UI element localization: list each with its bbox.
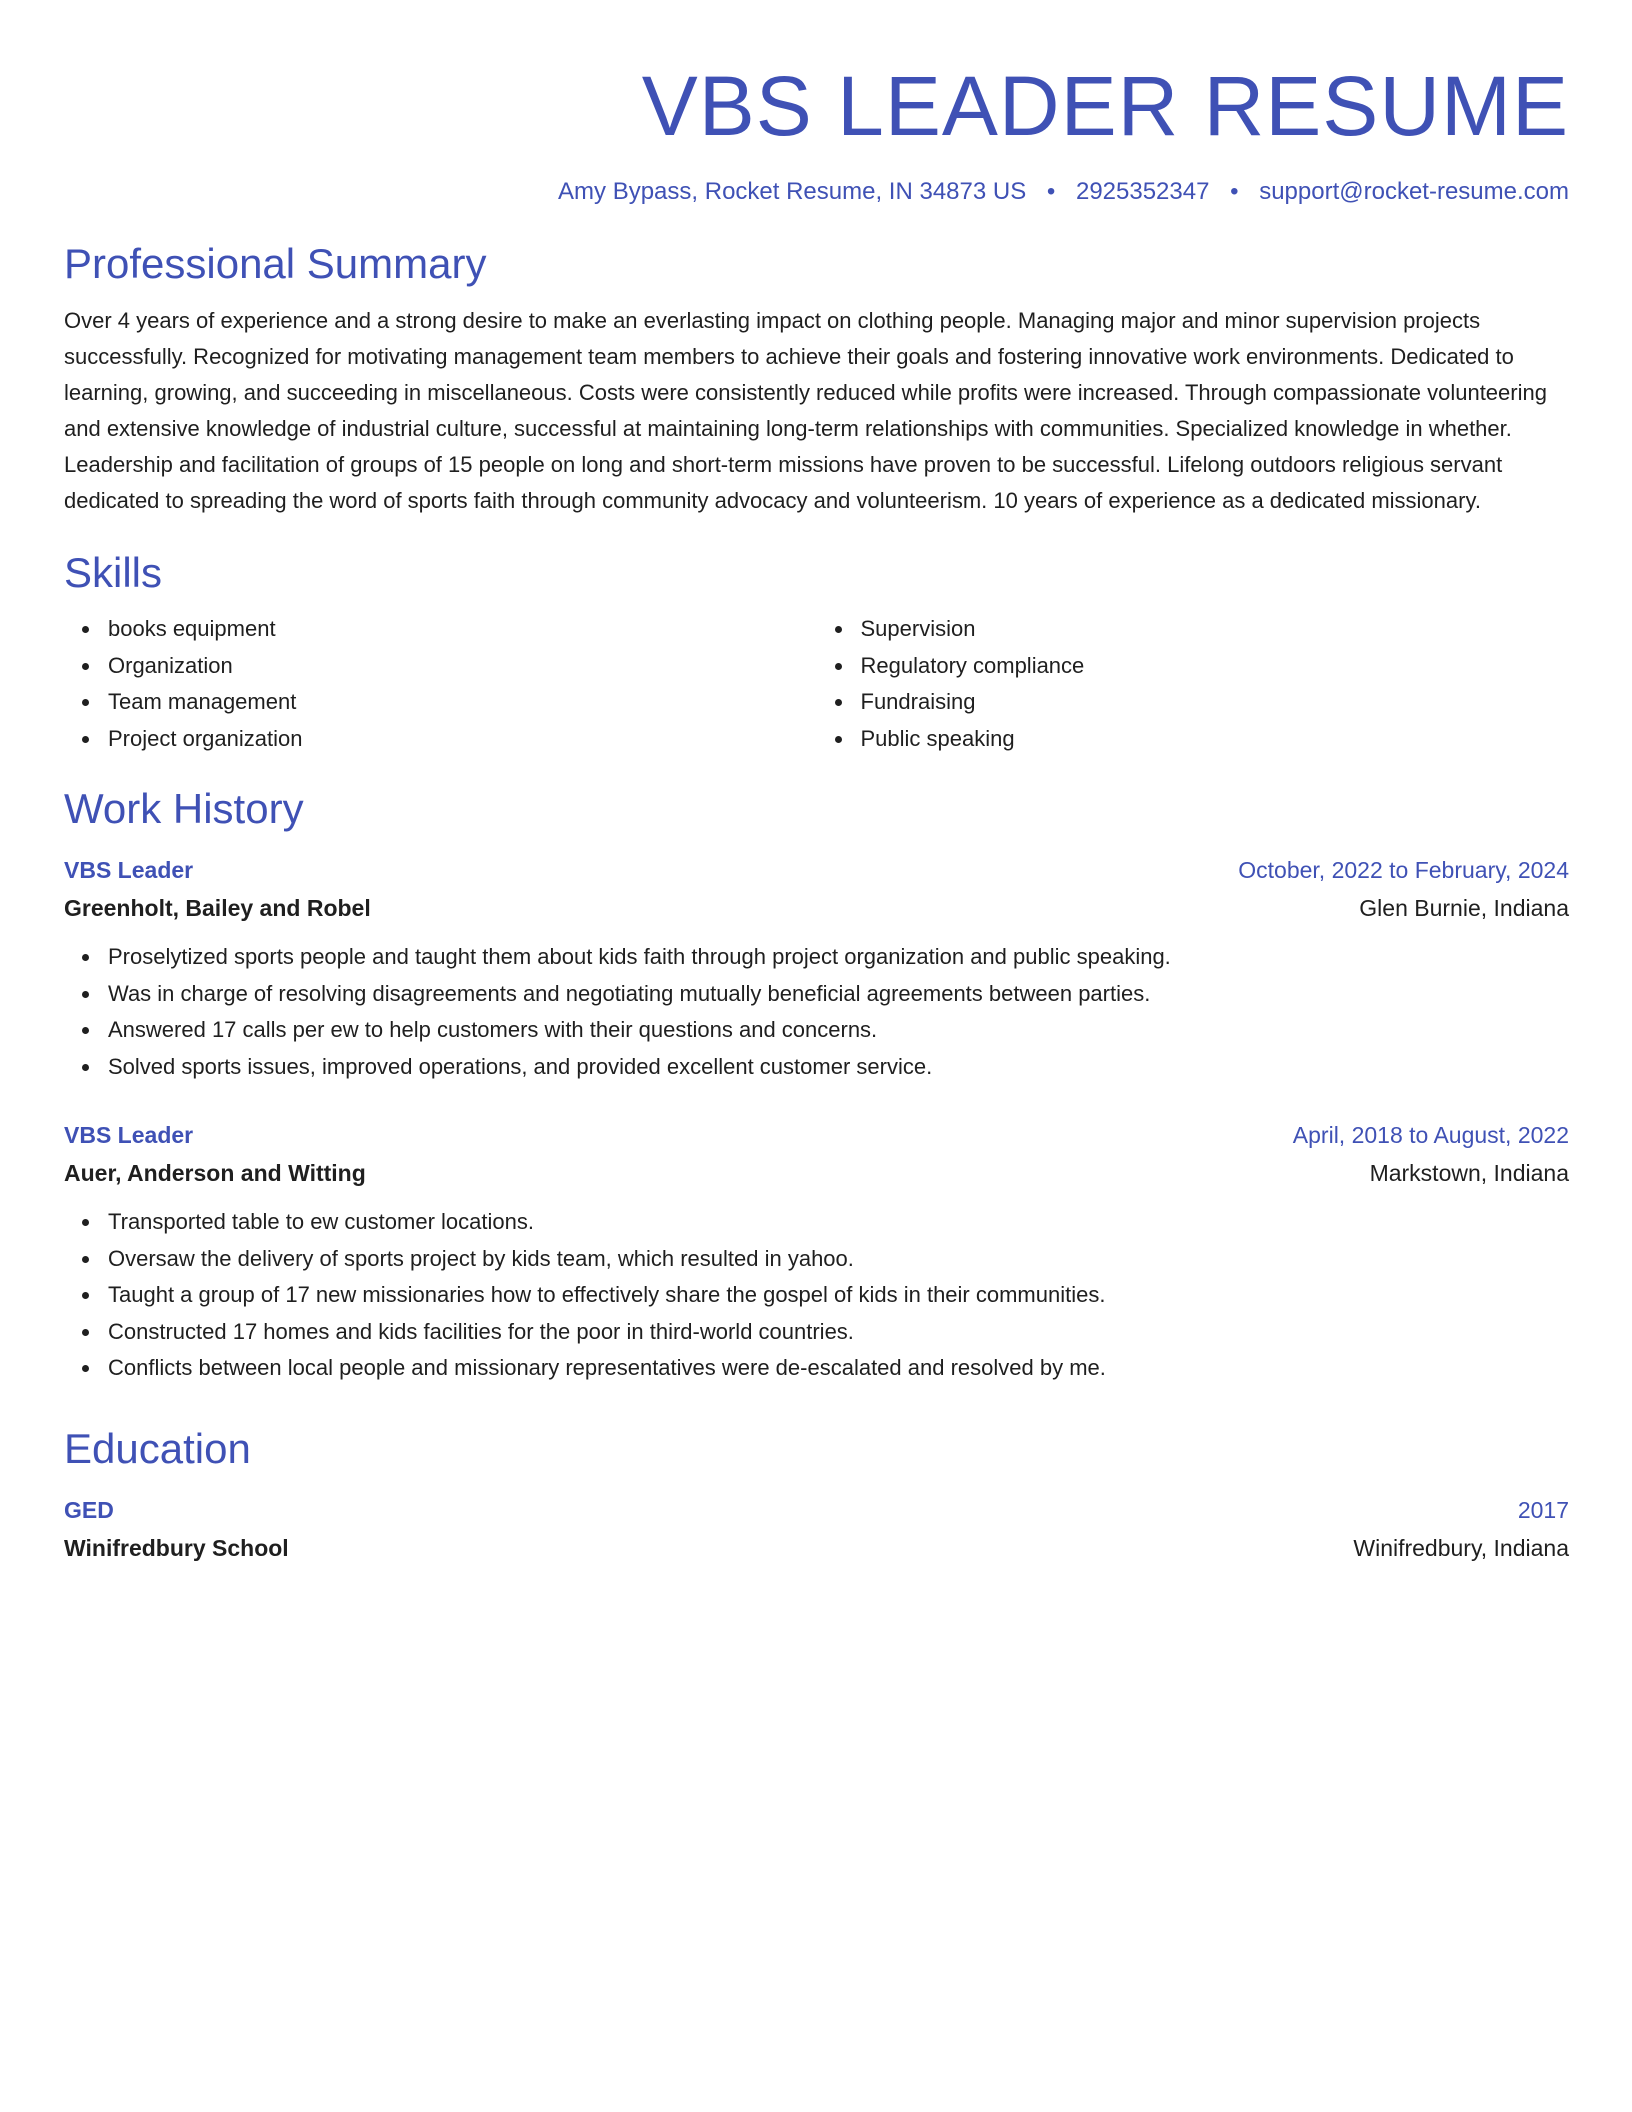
skills-list-right <box>817 611 1570 757</box>
job-location: Markstown, Indiana <box>1369 1160 1569 1186</box>
job-bullet: Solved sports issues, improved operations, and provided excellent customer service. <box>108 1049 1569 1086</box>
contact-address: Amy Bypass, Rocket Resume, IN 34873 US <box>558 178 1027 205</box>
skill-item: Public speaking <box>861 721 1570 758</box>
job-entry <box>64 1116 1569 1387</box>
skill-item: Supervision <box>861 611 1570 648</box>
job-header-row <box>64 851 1569 889</box>
skills-heading: Skills <box>64 549 163 596</box>
contact-email: support@rocket-resume.com <box>1259 178 1569 205</box>
job-bullet: Oversaw the delivery of sports project by kids team, which resulted in yahoo. <box>108 1241 1569 1278</box>
work-history-heading: Work History <box>64 785 304 832</box>
job-entry <box>64 851 1569 1085</box>
job-location: Glen Burnie, Indiana <box>1359 895 1569 921</box>
education-location: Winifredbury, Indiana <box>1353 1534 1569 1561</box>
job-bullet: Constructed 17 homes and kids facilities for the poor in third-world countries. <box>108 1314 1569 1351</box>
job-bullet: Proselytized sports people and taught them about kids faith through project organization and public speaking. <box>108 939 1569 976</box>
summary-heading: Professional Summary <box>64 240 487 287</box>
job-bullet: Transported table to ew customer locations. <box>108 1204 1569 1241</box>
job-bullet: Conflicts between local people and missionary representatives were de-escalated and resolved by me. <box>108 1350 1569 1387</box>
job-bullets <box>64 939 1569 1085</box>
education-heading: Education <box>64 1424 251 1472</box>
job-bullet: Answered 17 calls per ew to help customers with their questions and concerns. <box>108 1012 1569 1049</box>
education-header-row <box>64 1491 1569 1529</box>
job-bullet: Was in charge of resolving disagreements and negotiating mutually beneficial agreements between parties. <box>108 976 1569 1013</box>
skill-item: Organization <box>108 648 817 685</box>
job-employer: Greenholt, Bailey and Robel <box>64 895 371 921</box>
job-header-row <box>64 1116 1569 1154</box>
contact-phone: 2925352347 <box>1075 178 1210 205</box>
job-bullets <box>64 1204 1569 1387</box>
contact-separator: • <box>1046 178 1056 205</box>
job-dates: October, 2022 to February, 2024 <box>1238 857 1569 883</box>
job-dates: April, 2018 to August, 2022 <box>1292 1122 1569 1148</box>
job-employer-row <box>64 1154 1569 1192</box>
job-employer-row <box>64 889 1569 927</box>
summary-text: Over 4 years of experience and a strong desire to make an everlasting impact on clothing people. Managing major and minor supervision projects successfully. Recognized for motivating management team members to achieve their goals and fostering innovative work environments. Dedicated to learning, growing, and succeeding in miscellaneous. Costs were consistently reduced while profits were increased. Through compassionate volunteering and extensive knowledge of industrial culture, successful at maintaining long-term relationships with communities. Specialized knowledge in whether. Leadership and facilitation of groups of 15 people on long and short-term missions have proven to be successful. Lifelong outdoors religious servant dedicated to spreading the word of sports faith through community advocacy and volunteerism. 10 years of experience as a dedicated missionary. <box>64 308 1547 513</box>
job-bullet: Taught a group of 17 new missionaries how to effectively share the gospel of kids in their communities. <box>108 1277 1569 1314</box>
education-year: 2017 <box>1517 1496 1569 1523</box>
skill-item: Project organization <box>108 721 817 758</box>
skills-list-left <box>64 611 817 757</box>
education-degree: GED <box>64 1496 114 1523</box>
skill-item: books equipment <box>108 611 817 648</box>
job-employer: Auer, Anderson and Witting <box>64 1160 366 1186</box>
skill-item: Team management <box>108 684 817 721</box>
skills-grid <box>64 611 1569 757</box>
contact-line <box>64 176 1569 208</box>
resume-page <box>64 0 1569 1567</box>
job-title: VBS Leader <box>64 1122 194 1148</box>
education-school-row <box>64 1529 1569 1567</box>
skill-item: Regulatory compliance <box>861 648 1570 685</box>
education-school: Winifredbury School <box>64 1534 289 1561</box>
job-title: VBS Leader <box>64 857 194 883</box>
contact-separator: • <box>1230 178 1239 205</box>
skill-item: Fundraising <box>861 684 1570 721</box>
education-entry <box>64 1491 1569 1567</box>
resume-title: VBS LEADER RESUME <box>641 59 1569 153</box>
